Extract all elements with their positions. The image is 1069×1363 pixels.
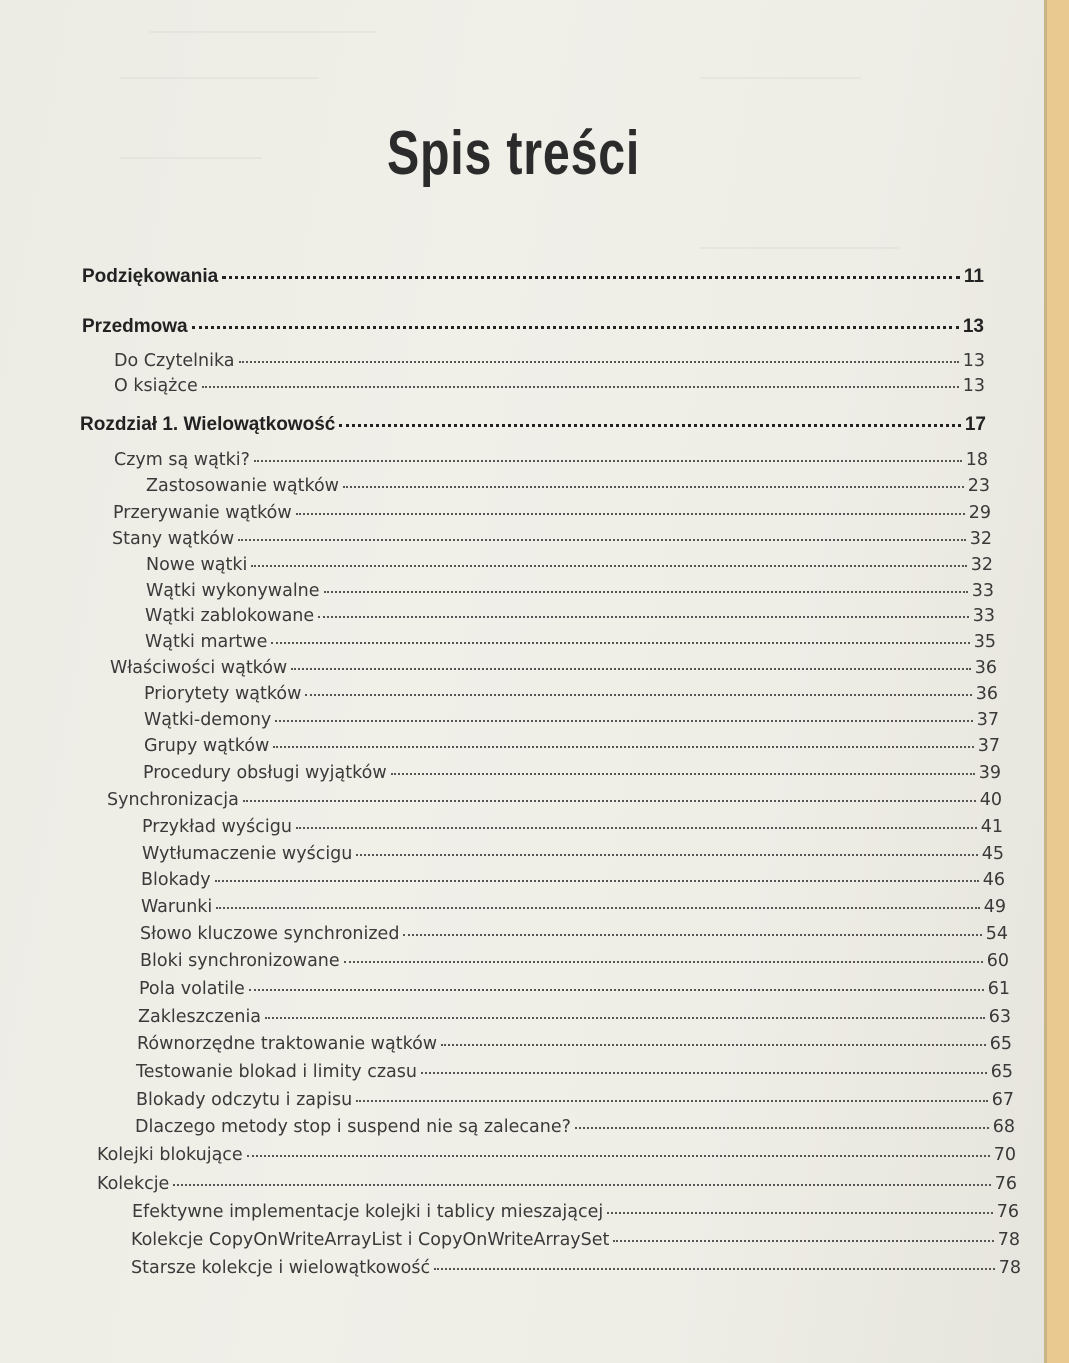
toc-entry-page: 76 xyxy=(996,1202,1019,1222)
toc-entry-page: 13 xyxy=(962,316,984,337)
toc-entry-label: Równorzędne traktowanie wątków xyxy=(137,1034,438,1054)
dot-leader xyxy=(421,1072,987,1074)
toc-entry xyxy=(141,897,1006,923)
toc-entry xyxy=(140,951,1009,977)
toc-entry xyxy=(112,529,992,555)
dot-leader xyxy=(271,642,969,644)
toc-entry xyxy=(146,581,994,607)
bleed-through: _____________________ xyxy=(120,60,319,79)
toc-entry-page: 40 xyxy=(979,790,1002,810)
dot-leader xyxy=(265,1017,985,1019)
toc-entry xyxy=(113,503,991,529)
toc-entry-label: Wątki-demony xyxy=(144,710,272,730)
toc-entry xyxy=(114,450,988,476)
toc-entry xyxy=(97,1174,1017,1200)
toc-entry-label: Blokady xyxy=(141,870,211,890)
toc-entry-page: 37 xyxy=(977,736,1000,756)
dot-leader xyxy=(296,827,977,829)
toc-entry-page: 18 xyxy=(965,450,988,470)
dot-leader xyxy=(356,1100,988,1102)
toc-entry xyxy=(114,351,985,377)
toc-entry xyxy=(142,844,1004,870)
toc-entry-page: 41 xyxy=(980,817,1003,837)
toc-entry-page: 68 xyxy=(992,1117,1015,1137)
dot-leader xyxy=(613,1240,993,1242)
toc-entry-page: 45 xyxy=(981,844,1004,864)
toc-entry xyxy=(145,632,996,658)
toc-entry-label: Zakleszczenia xyxy=(138,1007,262,1027)
bleed-through: _________________ xyxy=(700,60,861,79)
toc-entry-page: 33 xyxy=(972,606,995,626)
toc-entry xyxy=(139,979,1010,1005)
toc-entry-page: 17 xyxy=(964,414,986,435)
toc-entry-page: 13 xyxy=(962,376,985,396)
toc-entry-page: 78 xyxy=(997,1230,1020,1250)
dot-leader xyxy=(247,1155,990,1157)
toc-entry xyxy=(107,790,1002,816)
toc-entry xyxy=(145,606,995,632)
toc-entry-page: 39 xyxy=(978,763,1001,783)
toc-entry-page: 35 xyxy=(973,632,996,652)
toc-entry xyxy=(136,1090,1014,1116)
toc-entry-page: 67 xyxy=(991,1090,1014,1110)
toc-entry xyxy=(110,658,997,684)
toc-entry xyxy=(144,736,1000,762)
toc-entry-page: 78 xyxy=(998,1258,1021,1278)
toc-entry xyxy=(141,870,1005,896)
toc-entry-label: Kolejki blokujące xyxy=(97,1145,243,1165)
toc-entry-page: 61 xyxy=(987,979,1010,999)
toc-entry-label: Podziękowania xyxy=(82,266,219,287)
toc-entry-page: 70 xyxy=(993,1145,1016,1165)
toc-entry xyxy=(82,266,984,292)
toc-entry xyxy=(144,684,998,710)
toc-entry-page: 11 xyxy=(963,266,984,287)
dot-leader xyxy=(324,591,968,593)
toc-entry-label: Blokady odczytu i zapisu xyxy=(136,1090,353,1110)
page-title: Spis treści xyxy=(386,119,641,188)
toc-entry xyxy=(138,1007,1011,1033)
bleed-through: _______________ xyxy=(120,140,262,159)
toc-entry xyxy=(146,476,990,502)
toc-entry xyxy=(97,1145,1016,1171)
toc-entry-page: 54 xyxy=(985,924,1008,944)
toc-entry-label: Synchronizacja xyxy=(107,790,239,810)
toc-entry-page: 60 xyxy=(986,951,1009,971)
dot-leader xyxy=(296,513,965,515)
toc-entry xyxy=(131,1258,1021,1284)
toc-entry-label: Słowo kluczowe synchronized xyxy=(140,924,400,944)
toc-entry-label: Procedury obsługi wyjątków xyxy=(143,763,387,783)
dot-leader xyxy=(215,880,979,882)
dot-leader xyxy=(239,361,959,363)
toc-entry xyxy=(82,316,984,342)
toc-entry-label: Przykład wyścigu xyxy=(142,817,292,837)
dot-leader xyxy=(222,276,960,279)
toc-entry-label: Priorytety wątków xyxy=(144,684,302,704)
dot-leader xyxy=(305,694,971,696)
toc-entry-label: Kolekcje CopyOnWriteArrayList i CopyOnWriteArraySet xyxy=(131,1230,610,1250)
bleed-through: ________________________ xyxy=(150,14,377,33)
toc-entry-page: 36 xyxy=(975,684,998,704)
dot-leader xyxy=(291,668,971,670)
toc-entry-label: Stany wątków xyxy=(112,529,235,549)
toc-entry xyxy=(114,376,985,402)
dot-leader xyxy=(251,565,966,567)
dot-leader xyxy=(173,1184,990,1186)
dot-leader xyxy=(434,1268,995,1270)
dot-leader xyxy=(575,1127,989,1129)
toc-entry xyxy=(142,817,1003,843)
toc-entry xyxy=(80,414,986,440)
dot-leader xyxy=(344,961,983,963)
toc-entry xyxy=(136,1062,1013,1088)
toc-entry-label: Pola volatile xyxy=(139,979,245,999)
toc-entry-page: 36 xyxy=(974,658,997,678)
toc-entry-label: Grupy wątków xyxy=(144,736,270,756)
toc-entry-page: 65 xyxy=(989,1034,1012,1054)
dot-leader xyxy=(356,854,977,856)
dot-leader xyxy=(243,800,976,802)
toc-entry xyxy=(135,1117,1015,1143)
dot-leader xyxy=(391,773,975,775)
toc-entry xyxy=(140,924,1008,950)
toc-entry-page: 32 xyxy=(969,529,992,549)
dot-leader xyxy=(275,720,972,722)
toc-entry-label: Wytłumaczenie wyścigu xyxy=(142,844,353,864)
toc-entry-page: 23 xyxy=(967,476,990,496)
dot-leader xyxy=(607,1212,993,1214)
dot-leader xyxy=(318,616,969,618)
toc-entry-page: 46 xyxy=(982,870,1005,890)
page-edge xyxy=(1044,0,1047,1363)
toc-entry-page: 76 xyxy=(994,1174,1017,1194)
toc-entry-label: Rozdział 1. Wielowątkowość xyxy=(80,414,336,435)
toc-entry-page: 29 xyxy=(968,503,991,523)
toc-entry-label: Wątki wykonywalne xyxy=(146,581,320,601)
bleed-through: _____________________ xyxy=(700,230,899,249)
toc-entry-page: 49 xyxy=(983,897,1006,917)
toc-entry-label: Przerywanie wątków xyxy=(113,503,292,523)
toc-entry-label: Warunki xyxy=(141,897,213,917)
toc-entry-page: 33 xyxy=(971,581,994,601)
dot-leader xyxy=(202,386,959,388)
toc-entry-label: Wątki martwe xyxy=(145,632,268,652)
toc-entry xyxy=(143,763,1001,789)
toc-entry-label: Kolekcje xyxy=(97,1174,170,1194)
dot-leader xyxy=(254,460,962,462)
toc-entry-page: 13 xyxy=(962,351,985,371)
dot-leader xyxy=(403,934,981,936)
toc-entry xyxy=(132,1202,1019,1228)
toc-entry xyxy=(146,555,993,581)
toc-entry-label: O książce xyxy=(114,376,198,396)
dot-leader xyxy=(273,746,973,748)
toc-entry-label: Wątki zablokowane xyxy=(145,606,315,626)
toc-entry xyxy=(144,710,999,736)
toc-entry-label: Efektywne implementacje kolejki i tablicy mieszającej xyxy=(132,1202,604,1222)
dot-leader xyxy=(441,1044,986,1046)
dot-leader xyxy=(249,989,984,991)
toc-entry-label: Właściwości wątków xyxy=(110,658,288,678)
toc-entry-page: 65 xyxy=(990,1062,1013,1082)
toc-entry-page: 37 xyxy=(976,710,999,730)
toc-entry-label: Bloki synchronizowane xyxy=(140,951,340,971)
toc-entry-label: Przedmowa xyxy=(82,316,188,337)
toc-entry-label: Zastosowanie wątków xyxy=(146,476,339,496)
dot-leader xyxy=(339,424,961,427)
toc-entry-page: 63 xyxy=(988,1007,1011,1027)
dot-leader xyxy=(192,326,959,329)
toc-entry-label: Testowanie blokad i limity czasu xyxy=(136,1062,417,1082)
toc-entry xyxy=(131,1230,1020,1256)
toc-entry-label: Nowe wątki xyxy=(146,555,248,575)
toc-entry-label: Czym są wątki? xyxy=(114,450,250,470)
dot-leader xyxy=(343,486,964,488)
toc-entry-page: 32 xyxy=(970,555,993,575)
dot-leader xyxy=(216,907,979,909)
toc-entry-label: Do Czytelnika xyxy=(114,351,235,371)
toc-entry-label: Starsze kolekcje i wielowątkowość xyxy=(131,1258,431,1278)
dot-leader xyxy=(238,539,966,541)
toc-entry xyxy=(137,1034,1012,1060)
toc-entry-label: Dlaczego metody stop i suspend nie są zalecane? xyxy=(135,1117,571,1137)
